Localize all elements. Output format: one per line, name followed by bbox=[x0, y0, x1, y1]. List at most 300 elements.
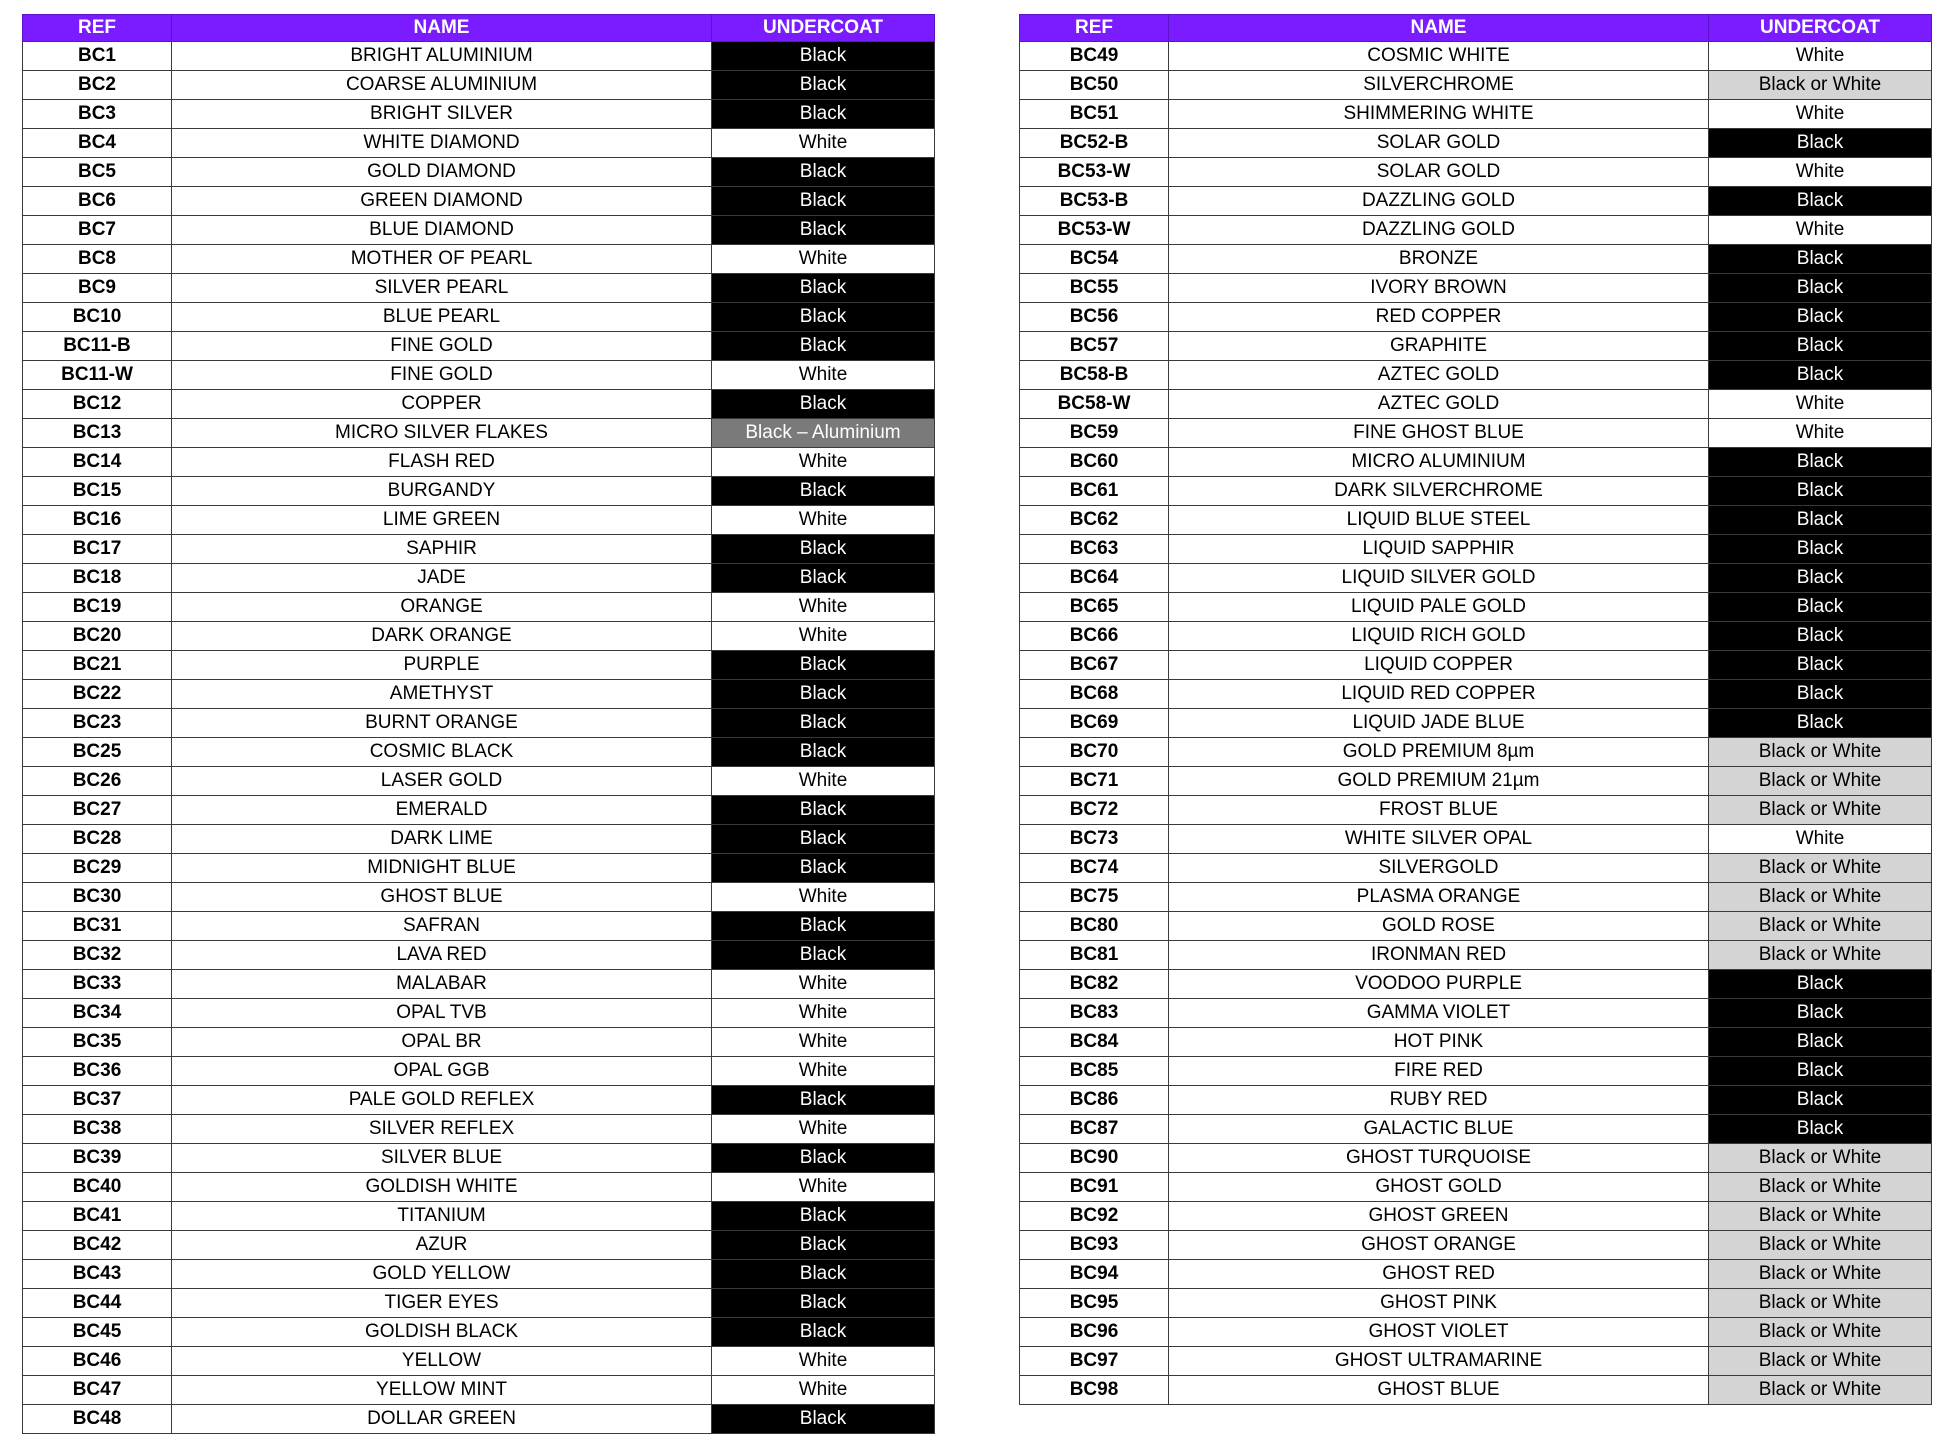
undercoat-cell: Black bbox=[712, 187, 935, 216]
undercoat-cell: White bbox=[712, 361, 935, 390]
table-row bbox=[23, 100, 935, 129]
name-cell: GOLD DIAMOND bbox=[172, 158, 712, 187]
table-body-left bbox=[23, 42, 935, 1434]
table-row bbox=[23, 767, 935, 796]
ref-cell: BC65 bbox=[1020, 593, 1169, 622]
undercoat-cell: Black or White bbox=[1709, 912, 1932, 941]
name-cell: YELLOW MINT bbox=[172, 1376, 712, 1405]
table-row bbox=[1020, 245, 1932, 274]
undercoat-cell: Black bbox=[1709, 1086, 1932, 1115]
undercoat-cell: Black bbox=[1709, 332, 1932, 361]
undercoat-cell: Black bbox=[712, 71, 935, 100]
name-cell: SOLAR GOLD bbox=[1169, 129, 1709, 158]
name-cell: VOODOO PURPLE bbox=[1169, 970, 1709, 999]
ref-cell: BC2 bbox=[23, 71, 172, 100]
ref-cell: BC28 bbox=[23, 825, 172, 854]
undercoat-cell: Black bbox=[1709, 1028, 1932, 1057]
table-row bbox=[1020, 419, 1932, 448]
undercoat-cell: Black bbox=[712, 1289, 935, 1318]
ref-cell: BC40 bbox=[23, 1173, 172, 1202]
undercoat-cell: Black or White bbox=[1709, 1260, 1932, 1289]
ref-cell: BC90 bbox=[1020, 1144, 1169, 1173]
undercoat-cell: White bbox=[712, 999, 935, 1028]
ref-cell: BC50 bbox=[1020, 71, 1169, 100]
table-row bbox=[1020, 854, 1932, 883]
table-row bbox=[1020, 1289, 1932, 1318]
table-row bbox=[1020, 274, 1932, 303]
undercoat-cell: Black bbox=[1709, 448, 1932, 477]
undercoat-cell: Black bbox=[712, 796, 935, 825]
name-cell: GHOST TURQUOISE bbox=[1169, 1144, 1709, 1173]
undercoat-cell: Black bbox=[712, 390, 935, 419]
table-row bbox=[1020, 448, 1932, 477]
ref-cell: BC54 bbox=[1020, 245, 1169, 274]
undercoat-cell: Black or White bbox=[1709, 1144, 1932, 1173]
ref-cell: BC95 bbox=[1020, 1289, 1169, 1318]
table-row bbox=[23, 216, 935, 245]
undercoat-cell: White bbox=[1709, 42, 1932, 71]
ref-cell: BC49 bbox=[1020, 42, 1169, 71]
table-row bbox=[1020, 100, 1932, 129]
table-row bbox=[1020, 999, 1932, 1028]
name-cell: GHOST VIOLET bbox=[1169, 1318, 1709, 1347]
undercoat-cell: White bbox=[712, 1057, 935, 1086]
table-row bbox=[23, 187, 935, 216]
ref-cell: BC68 bbox=[1020, 680, 1169, 709]
name-cell: LIQUID SILVER GOLD bbox=[1169, 564, 1709, 593]
undercoat-cell: White bbox=[712, 622, 935, 651]
name-cell: EMERALD bbox=[172, 796, 712, 825]
ref-cell: BC3 bbox=[23, 100, 172, 129]
ref-cell: BC75 bbox=[1020, 883, 1169, 912]
table-row bbox=[23, 129, 935, 158]
name-cell: SILVER REFLEX bbox=[172, 1115, 712, 1144]
ref-cell: BC59 bbox=[1020, 419, 1169, 448]
undercoat-cell: White bbox=[712, 883, 935, 912]
ref-cell: BC67 bbox=[1020, 651, 1169, 680]
name-cell: MICRO ALUMINIUM bbox=[1169, 448, 1709, 477]
name-cell: WHITE SILVER OPAL bbox=[1169, 825, 1709, 854]
table-row bbox=[1020, 912, 1932, 941]
name-cell: PALE GOLD REFLEX bbox=[172, 1086, 712, 1115]
ref-cell: BC48 bbox=[23, 1405, 172, 1434]
table-row bbox=[23, 1028, 935, 1057]
name-cell: TITANIUM bbox=[172, 1202, 712, 1231]
table-row bbox=[1020, 1173, 1932, 1202]
undercoat-cell: Black bbox=[712, 651, 935, 680]
undercoat-table-left bbox=[22, 14, 935, 1434]
undercoat-cell: White bbox=[712, 506, 935, 535]
name-cell: GOLDISH BLACK bbox=[172, 1318, 712, 1347]
name-cell: GHOST PINK bbox=[1169, 1289, 1709, 1318]
undercoat-cell: Black bbox=[1709, 535, 1932, 564]
undercoat-cell: White bbox=[712, 1115, 935, 1144]
name-cell: COARSE ALUMINIUM bbox=[172, 71, 712, 100]
undercoat-cell: Black bbox=[1709, 651, 1932, 680]
table-row bbox=[1020, 1260, 1932, 1289]
ref-cell: BC12 bbox=[23, 390, 172, 419]
name-cell: AMETHYST bbox=[172, 680, 712, 709]
undercoat-cell: Black bbox=[1709, 970, 1932, 999]
name-cell: BRONZE bbox=[1169, 245, 1709, 274]
table-row bbox=[23, 274, 935, 303]
ref-cell: BC98 bbox=[1020, 1376, 1169, 1405]
ref-cell: BC11-B bbox=[23, 332, 172, 361]
table-header-row bbox=[1020, 15, 1932, 42]
table-row bbox=[23, 883, 935, 912]
undercoat-cell: Black bbox=[712, 738, 935, 767]
undercoat-cell: Black bbox=[712, 912, 935, 941]
name-cell: FINE GOLD bbox=[172, 332, 712, 361]
name-cell: GOLD ROSE bbox=[1169, 912, 1709, 941]
undercoat-cell: Black bbox=[712, 1231, 935, 1260]
ref-cell: BC35 bbox=[23, 1028, 172, 1057]
table-row bbox=[1020, 825, 1932, 854]
table-row bbox=[1020, 1086, 1932, 1115]
table-row bbox=[1020, 361, 1932, 390]
ref-cell: BC86 bbox=[1020, 1086, 1169, 1115]
name-cell: GHOST BLUE bbox=[172, 883, 712, 912]
ref-cell: BC51 bbox=[1020, 100, 1169, 129]
table-row bbox=[23, 390, 935, 419]
ref-cell: BC72 bbox=[1020, 796, 1169, 825]
ref-cell: BC83 bbox=[1020, 999, 1169, 1028]
undercoat-cell: Black bbox=[712, 1260, 935, 1289]
table-row bbox=[23, 999, 935, 1028]
undercoat-cell: White bbox=[712, 448, 935, 477]
table-row bbox=[23, 1086, 935, 1115]
ref-cell: BC19 bbox=[23, 593, 172, 622]
table-row bbox=[1020, 535, 1932, 564]
name-cell: GOLDISH WHITE bbox=[172, 1173, 712, 1202]
table-row bbox=[1020, 187, 1932, 216]
name-cell: BURNT ORANGE bbox=[172, 709, 712, 738]
ref-cell: BC87 bbox=[1020, 1115, 1169, 1144]
ref-cell: BC80 bbox=[1020, 912, 1169, 941]
table-row bbox=[1020, 1057, 1932, 1086]
undercoat-column-header: UNDERCOAT bbox=[712, 15, 935, 42]
table-row bbox=[23, 506, 935, 535]
table-row bbox=[1020, 216, 1932, 245]
name-cell: DARK ORANGE bbox=[172, 622, 712, 651]
ref-cell: BC39 bbox=[23, 1144, 172, 1173]
name-cell: RUBY RED bbox=[1169, 1086, 1709, 1115]
ref-cell: BC26 bbox=[23, 767, 172, 796]
name-cell: OPAL TVB bbox=[172, 999, 712, 1028]
ref-cell: BC5 bbox=[23, 158, 172, 187]
table-row bbox=[1020, 1144, 1932, 1173]
table-row bbox=[1020, 796, 1932, 825]
undercoat-cell: Black bbox=[712, 825, 935, 854]
undercoat-cell: Black bbox=[712, 274, 935, 303]
ref-cell: BC53-W bbox=[1020, 216, 1169, 245]
undercoat-cell: Black bbox=[1709, 593, 1932, 622]
undercoat-cell: Black bbox=[712, 1144, 935, 1173]
undercoat-cell: Black or White bbox=[1709, 1173, 1932, 1202]
table-row bbox=[1020, 71, 1932, 100]
name-cell: LIQUID PALE GOLD bbox=[1169, 593, 1709, 622]
table-row bbox=[1020, 303, 1932, 332]
name-cell: DAZZLING GOLD bbox=[1169, 216, 1709, 245]
undercoat-cell: White bbox=[712, 129, 935, 158]
table-row bbox=[1020, 738, 1932, 767]
table-row bbox=[23, 941, 935, 970]
table-row bbox=[23, 593, 935, 622]
name-cell: FINE GHOST BLUE bbox=[1169, 419, 1709, 448]
ref-cell: BC1 bbox=[23, 42, 172, 71]
ref-cell: BC94 bbox=[1020, 1260, 1169, 1289]
name-cell: DARK SILVERCHROME bbox=[1169, 477, 1709, 506]
name-cell: RED COPPER bbox=[1169, 303, 1709, 332]
table-row bbox=[1020, 42, 1932, 71]
ref-cell: BC91 bbox=[1020, 1173, 1169, 1202]
name-cell: AZUR bbox=[172, 1231, 712, 1260]
name-cell: LIQUID RED COPPER bbox=[1169, 680, 1709, 709]
name-column-header: NAME bbox=[172, 15, 712, 42]
ref-cell: BC93 bbox=[1020, 1231, 1169, 1260]
ref-column-header: REF bbox=[23, 15, 172, 42]
ref-cell: BC71 bbox=[1020, 767, 1169, 796]
undercoat-cell: Black bbox=[1709, 999, 1932, 1028]
name-cell: PURPLE bbox=[172, 651, 712, 680]
ref-cell: BC58-W bbox=[1020, 390, 1169, 419]
ref-cell: BC97 bbox=[1020, 1347, 1169, 1376]
ref-cell: BC31 bbox=[23, 912, 172, 941]
ref-cell: BC61 bbox=[1020, 477, 1169, 506]
undercoat-cell: White bbox=[712, 1173, 935, 1202]
undercoat-cell: White bbox=[712, 245, 935, 274]
table-row bbox=[23, 361, 935, 390]
table-row bbox=[23, 1289, 935, 1318]
table-row bbox=[23, 1057, 935, 1086]
ref-cell: BC69 bbox=[1020, 709, 1169, 738]
undercoat-cell: Black bbox=[712, 477, 935, 506]
table-row bbox=[23, 42, 935, 71]
ref-cell: BC55 bbox=[1020, 274, 1169, 303]
ref-cell: BC66 bbox=[1020, 622, 1169, 651]
table-row bbox=[1020, 709, 1932, 738]
name-cell: GALACTIC BLUE bbox=[1169, 1115, 1709, 1144]
name-cell: SILVERGOLD bbox=[1169, 854, 1709, 883]
table-row bbox=[23, 535, 935, 564]
ref-cell: BC46 bbox=[23, 1347, 172, 1376]
ref-cell: BC63 bbox=[1020, 535, 1169, 564]
name-cell: COSMIC BLACK bbox=[172, 738, 712, 767]
name-cell: MIDNIGHT BLUE bbox=[172, 854, 712, 883]
ref-column-header: REF bbox=[1020, 15, 1169, 42]
undercoat-cell: Black bbox=[1709, 129, 1932, 158]
ref-cell: BC7 bbox=[23, 216, 172, 245]
undercoat-cell: Black bbox=[1709, 274, 1932, 303]
table-row bbox=[1020, 1028, 1932, 1057]
table-row bbox=[1020, 883, 1932, 912]
table-row bbox=[1020, 680, 1932, 709]
ref-cell: BC21 bbox=[23, 651, 172, 680]
undercoat-cell: Black bbox=[712, 158, 935, 187]
name-cell: SAPHIR bbox=[172, 535, 712, 564]
undercoat-cell: White bbox=[1709, 100, 1932, 129]
undercoat-cell: Black – Aluminium bbox=[712, 419, 935, 448]
ref-cell: BC58-B bbox=[1020, 361, 1169, 390]
ref-cell: BC84 bbox=[1020, 1028, 1169, 1057]
undercoat-cell: Black or White bbox=[1709, 767, 1932, 796]
undercoat-cell: Black bbox=[1709, 506, 1932, 535]
ref-cell: BC37 bbox=[23, 1086, 172, 1115]
name-cell: LIQUID JADE BLUE bbox=[1169, 709, 1709, 738]
table-row bbox=[23, 1202, 935, 1231]
undercoat-cell: White bbox=[712, 1028, 935, 1057]
name-cell: SILVERCHROME bbox=[1169, 71, 1709, 100]
undercoat-cell: Black bbox=[712, 1202, 935, 1231]
undercoat-cell: Black bbox=[712, 564, 935, 593]
ref-cell: BC36 bbox=[23, 1057, 172, 1086]
table-row bbox=[23, 970, 935, 999]
table-row bbox=[23, 1231, 935, 1260]
ref-cell: BC16 bbox=[23, 506, 172, 535]
name-cell: GHOST BLUE bbox=[1169, 1376, 1709, 1405]
undercoat-cell: Black bbox=[712, 303, 935, 332]
table-row bbox=[23, 332, 935, 361]
table-row bbox=[23, 303, 935, 332]
ref-cell: BC53-W bbox=[1020, 158, 1169, 187]
name-cell: ORANGE bbox=[172, 593, 712, 622]
name-cell: BRIGHT SILVER bbox=[172, 100, 712, 129]
name-cell: GHOST ULTRAMARINE bbox=[1169, 1347, 1709, 1376]
table-row bbox=[23, 158, 935, 187]
ref-cell: BC4 bbox=[23, 129, 172, 158]
table-row bbox=[1020, 564, 1932, 593]
ref-cell: BC13 bbox=[23, 419, 172, 448]
undercoat-cell: Black or White bbox=[1709, 1231, 1932, 1260]
table-row bbox=[1020, 506, 1932, 535]
undercoat-cell: Black or White bbox=[1709, 71, 1932, 100]
name-cell: WHITE DIAMOND bbox=[172, 129, 712, 158]
ref-cell: BC60 bbox=[1020, 448, 1169, 477]
name-cell: LIQUID BLUE STEEL bbox=[1169, 506, 1709, 535]
undercoat-cell: White bbox=[712, 767, 935, 796]
table-row bbox=[23, 854, 935, 883]
table-row bbox=[23, 622, 935, 651]
table-row bbox=[1020, 158, 1932, 187]
name-cell: DOLLAR GREEN bbox=[172, 1405, 712, 1434]
undercoat-cell: Black bbox=[712, 854, 935, 883]
table-row bbox=[1020, 970, 1932, 999]
undercoat-table-right bbox=[1019, 14, 1932, 1405]
name-cell: LIQUID SAPPHIR bbox=[1169, 535, 1709, 564]
undercoat-cell: Black bbox=[712, 100, 935, 129]
table-row bbox=[1020, 390, 1932, 419]
table-row bbox=[23, 71, 935, 100]
undercoat-cell: White bbox=[712, 593, 935, 622]
name-cell: GOLD PREMIUM 21µm bbox=[1169, 767, 1709, 796]
ref-cell: BC15 bbox=[23, 477, 172, 506]
undercoat-cell: Black bbox=[1709, 361, 1932, 390]
ref-cell: BC20 bbox=[23, 622, 172, 651]
name-cell: OPAL GGB bbox=[172, 1057, 712, 1086]
table-body-right bbox=[1020, 42, 1932, 1405]
name-cell: BRIGHT ALUMINIUM bbox=[172, 42, 712, 71]
name-cell: SOLAR GOLD bbox=[1169, 158, 1709, 187]
name-cell: DARK LIME bbox=[172, 825, 712, 854]
undercoat-cell: Black bbox=[1709, 1057, 1932, 1086]
ref-cell: BC17 bbox=[23, 535, 172, 564]
undercoat-cell: Black or White bbox=[1709, 854, 1932, 883]
ref-cell: BC45 bbox=[23, 1318, 172, 1347]
name-cell: YELLOW bbox=[172, 1347, 712, 1376]
undercoat-cell: White bbox=[1709, 216, 1932, 245]
table-row bbox=[1020, 332, 1932, 361]
undercoat-cell: Black or White bbox=[1709, 1289, 1932, 1318]
table-row bbox=[1020, 941, 1932, 970]
undercoat-cell: Black bbox=[712, 1086, 935, 1115]
name-cell: AZTEC GOLD bbox=[1169, 390, 1709, 419]
ref-cell: BC81 bbox=[1020, 941, 1169, 970]
table-row bbox=[23, 738, 935, 767]
table-row bbox=[23, 1144, 935, 1173]
table-row bbox=[1020, 767, 1932, 796]
name-cell: AZTEC GOLD bbox=[1169, 361, 1709, 390]
ref-cell: BC18 bbox=[23, 564, 172, 593]
name-cell: LIQUID RICH GOLD bbox=[1169, 622, 1709, 651]
table-row bbox=[1020, 593, 1932, 622]
name-cell: COSMIC WHITE bbox=[1169, 42, 1709, 71]
ref-cell: BC53-B bbox=[1020, 187, 1169, 216]
ref-cell: BC74 bbox=[1020, 854, 1169, 883]
name-cell: BLUE PEARL bbox=[172, 303, 712, 332]
name-cell: BLUE DIAMOND bbox=[172, 216, 712, 245]
name-cell: OPAL BR bbox=[172, 1028, 712, 1057]
name-cell: PLASMA ORANGE bbox=[1169, 883, 1709, 912]
undercoat-cell: Black bbox=[712, 941, 935, 970]
name-cell: TIGER EYES bbox=[172, 1289, 712, 1318]
table-row bbox=[23, 680, 935, 709]
table-row bbox=[23, 477, 935, 506]
name-cell: GRAPHITE bbox=[1169, 332, 1709, 361]
table-row bbox=[23, 1318, 935, 1347]
undercoat-cell: Black bbox=[712, 42, 935, 71]
name-cell: LIQUID COPPER bbox=[1169, 651, 1709, 680]
ref-cell: BC29 bbox=[23, 854, 172, 883]
table-row bbox=[1020, 1318, 1932, 1347]
undercoat-cell: Black or White bbox=[1709, 1376, 1932, 1405]
ref-cell: BC34 bbox=[23, 999, 172, 1028]
undercoat-cell: Black or White bbox=[1709, 883, 1932, 912]
name-cell: LIME GREEN bbox=[172, 506, 712, 535]
undercoat-cell: Black or White bbox=[1709, 1347, 1932, 1376]
ref-cell: BC56 bbox=[1020, 303, 1169, 332]
name-cell: IRONMAN RED bbox=[1169, 941, 1709, 970]
undercoat-cell: Black or White bbox=[1709, 1318, 1932, 1347]
table-row bbox=[1020, 651, 1932, 680]
undercoat-cell: Black bbox=[1709, 709, 1932, 738]
undercoat-cell: Black bbox=[1709, 245, 1932, 274]
name-cell: GHOST RED bbox=[1169, 1260, 1709, 1289]
ref-cell: BC25 bbox=[23, 738, 172, 767]
name-cell: GHOST GREEN bbox=[1169, 1202, 1709, 1231]
name-cell: FROST BLUE bbox=[1169, 796, 1709, 825]
ref-cell: BC44 bbox=[23, 1289, 172, 1318]
table-row bbox=[23, 796, 935, 825]
table-row bbox=[23, 1173, 935, 1202]
table-row bbox=[23, 825, 935, 854]
table-row bbox=[1020, 129, 1932, 158]
table-row bbox=[1020, 477, 1932, 506]
name-cell: BURGANDY bbox=[172, 477, 712, 506]
undercoat-cell: Black or White bbox=[1709, 796, 1932, 825]
undercoat-column-header: UNDERCOAT bbox=[1709, 15, 1932, 42]
table-row bbox=[1020, 1202, 1932, 1231]
name-cell: DAZZLING GOLD bbox=[1169, 187, 1709, 216]
